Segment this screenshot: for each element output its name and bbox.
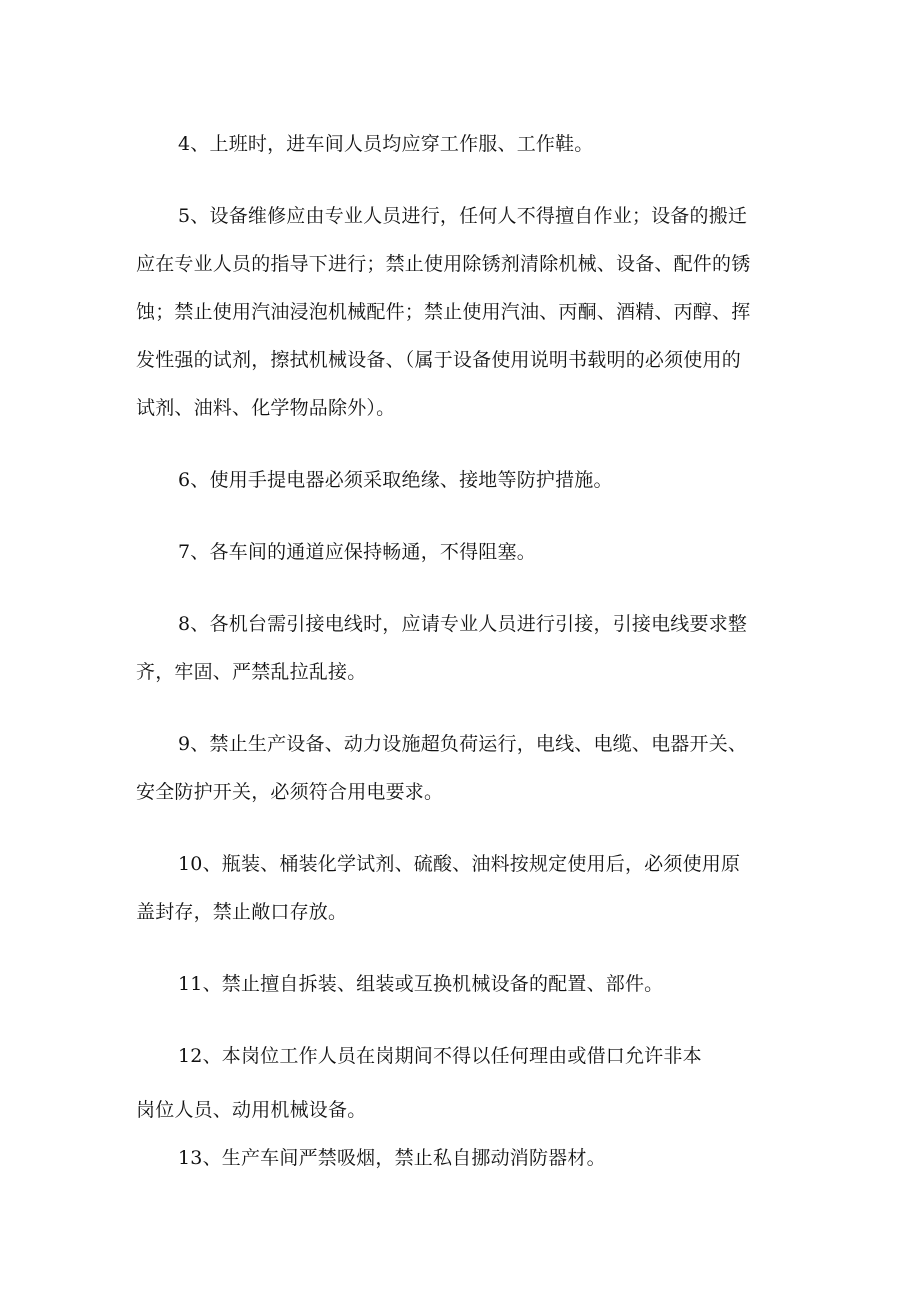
rule-8-line-1: 8、各机台需引接电线时，应请专业人员进行引接，引接电线要求整 <box>178 613 748 635</box>
rule-5-line-5: 试剂、油料、化学物品除外）。 <box>136 397 396 419</box>
rule-13-line-1: 13、生产车间严禁吸烟，禁止私自挪动消防器材。 <box>178 1147 606 1169</box>
rule-5-line-4: 发性强的试剂，擦拭机械设备、（属于设备使用说明书载明的必须使用的 <box>136 349 741 371</box>
rule-5-line-1: 5、设备维修应由专业人员进行，任何人不得擅自作业；设备的搬迁 <box>178 205 748 227</box>
rule-12-line-2: 岗位人员、动用机械设备。 <box>136 1099 367 1121</box>
rule-11-line-1: 11、禁止擅自拆装、组装或互换机械设备的配置、部件。 <box>178 973 664 995</box>
rule-4-line-1: 4、上班时，进车间人员均应穿工作服、工作鞋。 <box>178 133 594 155</box>
rule-7-line-1: 7、各车间的通道应保持畅通，不得阻塞。 <box>178 541 536 563</box>
rule-9-line-2: 安全防护开关，必须符合用电要求。 <box>136 781 444 803</box>
rule-12-line-1: 12、本岗位工作人员在岗期间不得以任何理由或借口允许非本 <box>178 1045 702 1067</box>
rule-6-line-1: 6、使用手提电器必须采取绝缘、接地等防护措施。 <box>178 469 613 491</box>
rule-10-line-1: 10、瓶装、桶装化学试剂、硫酸、油料按规定使用后，必须使用原 <box>178 853 741 875</box>
rule-9-line-1: 9、禁止生产设备、动力设施超负荷运行，电线、电缆、电器开关、 <box>178 733 748 755</box>
rule-5-line-3: 蚀；禁止使用汽油浸泡机械配件；禁止使用汽油、丙酮、酒精、丙醇、挥 <box>136 301 751 323</box>
rule-10-line-2: 盖封存，禁止敞口存放。 <box>136 901 348 923</box>
rule-5-line-2: 应在专业人员的指导下进行；禁止使用除锈剂清除机械、设备、配件的锈 <box>136 253 751 275</box>
rule-8-line-2: 齐，牢固、严禁乱拉乱接。 <box>136 661 367 683</box>
